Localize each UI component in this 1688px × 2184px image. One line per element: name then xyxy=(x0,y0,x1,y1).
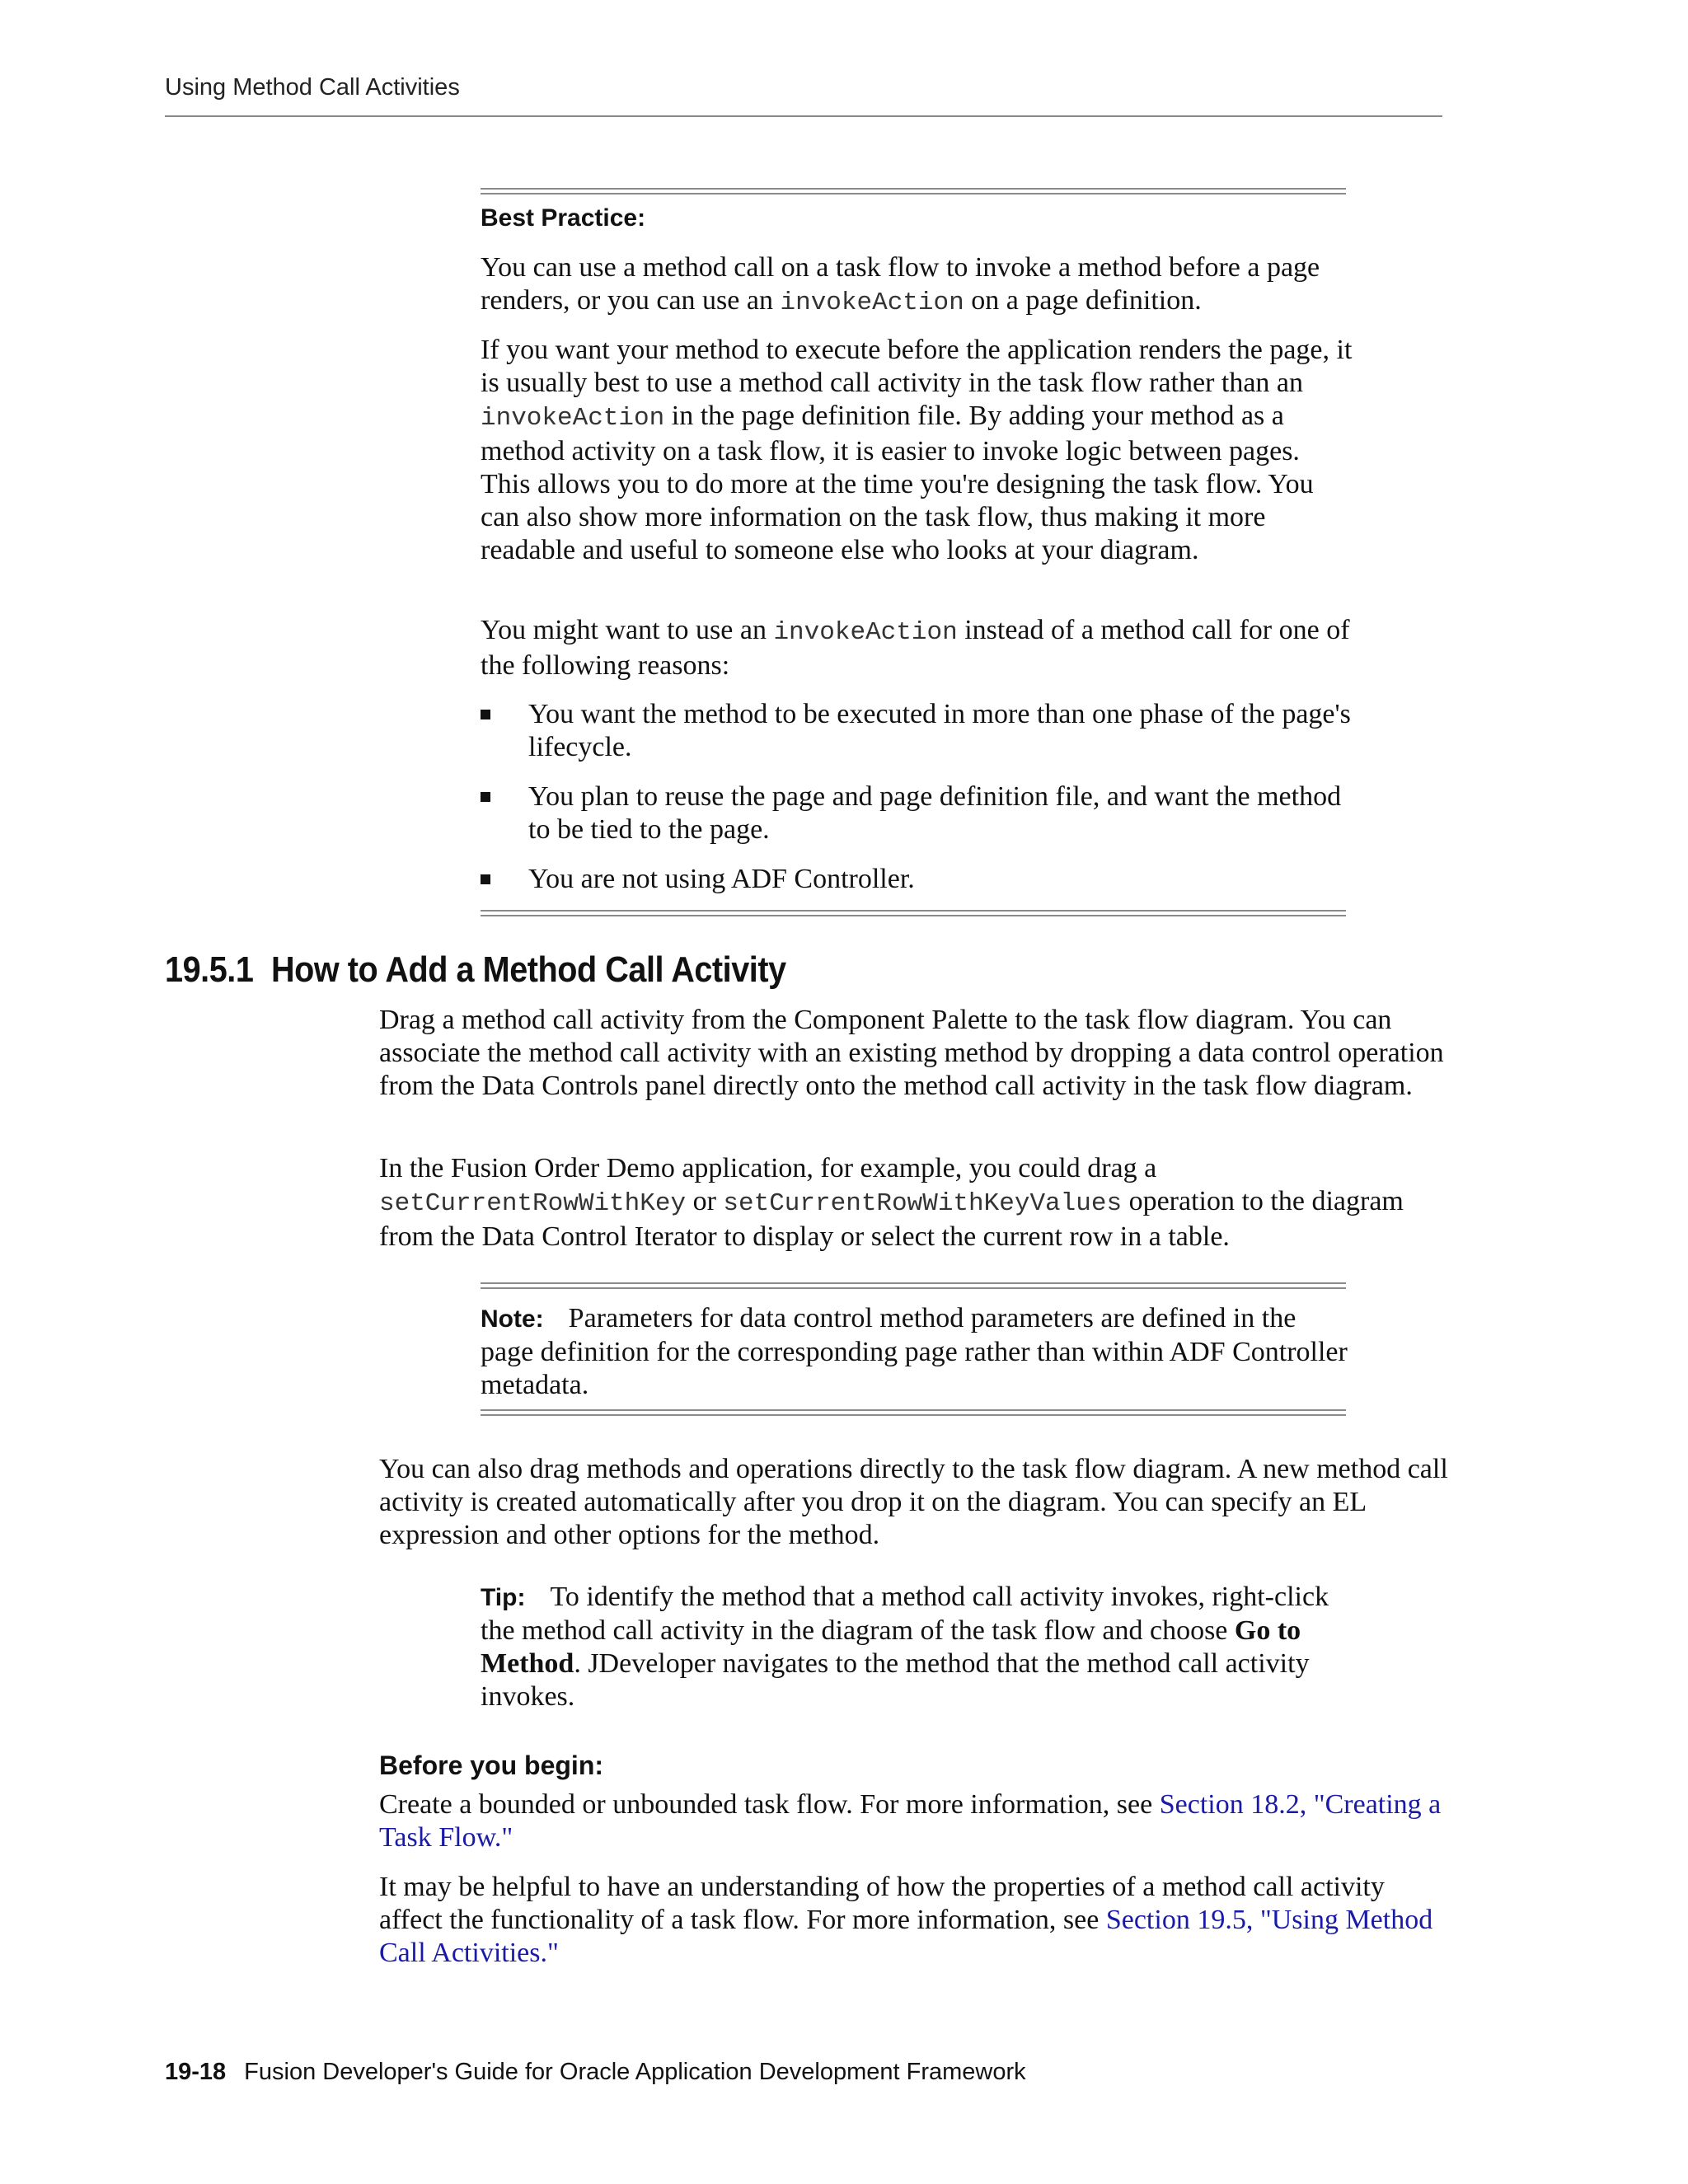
tip-text xyxy=(481,1582,1329,1712)
square-bullet-icon xyxy=(481,792,490,802)
text-run: You might want to use an xyxy=(481,615,774,645)
text-run: To identify the method that a method call activity invokes, right-click the method call activity in the diagram of the task flow and choose xyxy=(481,1582,1329,1646)
text-run: Drag a method call activity from the Component Palette to the task flow diagram. You can associate the method call activity with an existing method by dropping a data control operation from the Data Controls panel directly onto the method call activity in the task flow diagram. xyxy=(379,1005,1444,1101)
text-run: If you want your method to execute before the application renders the page, it is usually best to use a method call activity in the task flow rather than an xyxy=(481,335,1353,398)
square-bullet-icon xyxy=(481,710,490,719)
text-run: You can use a method call on a task flow to invoke a method before a page renders, or you can use an xyxy=(481,252,1320,316)
footer-page-number: 19-18 xyxy=(165,2059,227,2085)
bullet-text: You want the method to be executed in more than one phase of the page's lifecycle. xyxy=(528,699,1351,762)
cross-reference-link[interactable]: Section 19.5, "Using Method Call Activities." xyxy=(379,1905,1433,1968)
body-paragraph-1 xyxy=(379,1004,1451,1103)
code-term: setCurrentRowWithKey xyxy=(379,1189,687,1218)
note-bottom-rule xyxy=(481,1409,1346,1416)
note-label: Note: xyxy=(481,1305,544,1333)
note-top-rule xyxy=(481,1282,1346,1289)
code-term: invokeAction xyxy=(780,288,964,317)
cross-reference-link[interactable]: Section 18.2, "Creating a Task Flow." xyxy=(379,1789,1442,1853)
body-paragraph-2 xyxy=(379,1152,1451,1254)
tip-label: Tip: xyxy=(481,1584,526,1611)
header-rule xyxy=(165,115,1442,117)
bullet-text: You are not using ADF Controller. xyxy=(528,864,915,894)
note-text: Parameters for data control method parameters are defined in the page definition for the corresponding page rather than within ADF Controller metadata. xyxy=(481,1303,1348,1400)
best-practice-paragraph-2 xyxy=(481,334,1354,567)
page-footer xyxy=(165,2059,1026,2086)
text-run: In the Fusion Order Demo application, for example, you could drag a xyxy=(379,1153,1157,1183)
text-run: Create a bounded or unbounded task flow. For more information, see xyxy=(379,1789,1160,1820)
best-practice-heading: Best Practice: xyxy=(481,204,646,232)
before-paragraph-1 xyxy=(379,1788,1451,1854)
best-practice-top-rule xyxy=(481,188,1346,194)
section-number: 19.5.1 xyxy=(165,949,254,990)
text-run: You can also drag methods and operations directly to the task flow diagram. A new method call activity is created automatically after you drop it on the diagram. You can specify an EL expression and other options for the method. xyxy=(379,1454,1448,1550)
text-run: operation to the diagram from the Data Control Iterator to display or select the current row in a table. xyxy=(379,1186,1404,1252)
text-run: It may be helpful to have an understanding of how the properties of a method call activity affect the functionality of a task flow. For more information, see xyxy=(379,1872,1385,1935)
best-practice-bullet xyxy=(481,780,1354,846)
best-practice-bullet xyxy=(481,863,1354,896)
bold-term: Go to Method xyxy=(481,1615,1301,1679)
best-practice-bottom-rule xyxy=(481,910,1346,916)
best-practice-paragraph-3 xyxy=(481,614,1354,682)
text-run: . JDeveloper navigates to the method that the method call activity invokes. xyxy=(481,1648,1310,1712)
section-heading xyxy=(165,949,786,991)
code-term: invokeAction xyxy=(481,404,665,433)
bullet-text: You plan to reuse the page and page definition file, and want the method to be tied to the page. xyxy=(528,781,1342,845)
tip-block xyxy=(481,1581,1354,1713)
text-run: instead of a method call for one of the following reasons: xyxy=(481,615,1350,681)
code-term: setCurrentRowWithKeyValues xyxy=(723,1189,1123,1218)
text-run: in the page definition file. By adding your method as a method activity on a task flow, it is easier to invoke logic between pages. This allows you to do more at the time you're designing the task flow. You can also show more information on the task flow, thus making it more readable and useful to someone else who looks at your diagram. xyxy=(481,401,1314,565)
note-block xyxy=(481,1302,1354,1402)
code-term: invokeAction xyxy=(773,618,958,647)
before-you-begin-heading: Before you begin: xyxy=(379,1750,604,1780)
section-title: How to Add a Method Call Activity xyxy=(271,949,786,990)
best-practice-paragraph-1 xyxy=(481,251,1354,320)
before-paragraph-2 xyxy=(379,1871,1451,1970)
square-bullet-icon xyxy=(481,874,490,884)
footer-book-title: Fusion Developer's Guide for Oracle Application Development Framework xyxy=(244,2059,1026,2085)
body-paragraph-3 xyxy=(379,1453,1451,1552)
running-header: Using Method Call Activities xyxy=(165,74,460,101)
text-run: or xyxy=(686,1186,724,1216)
best-practice-bullet xyxy=(481,698,1354,764)
text-run: on a page definition. xyxy=(964,285,1202,316)
